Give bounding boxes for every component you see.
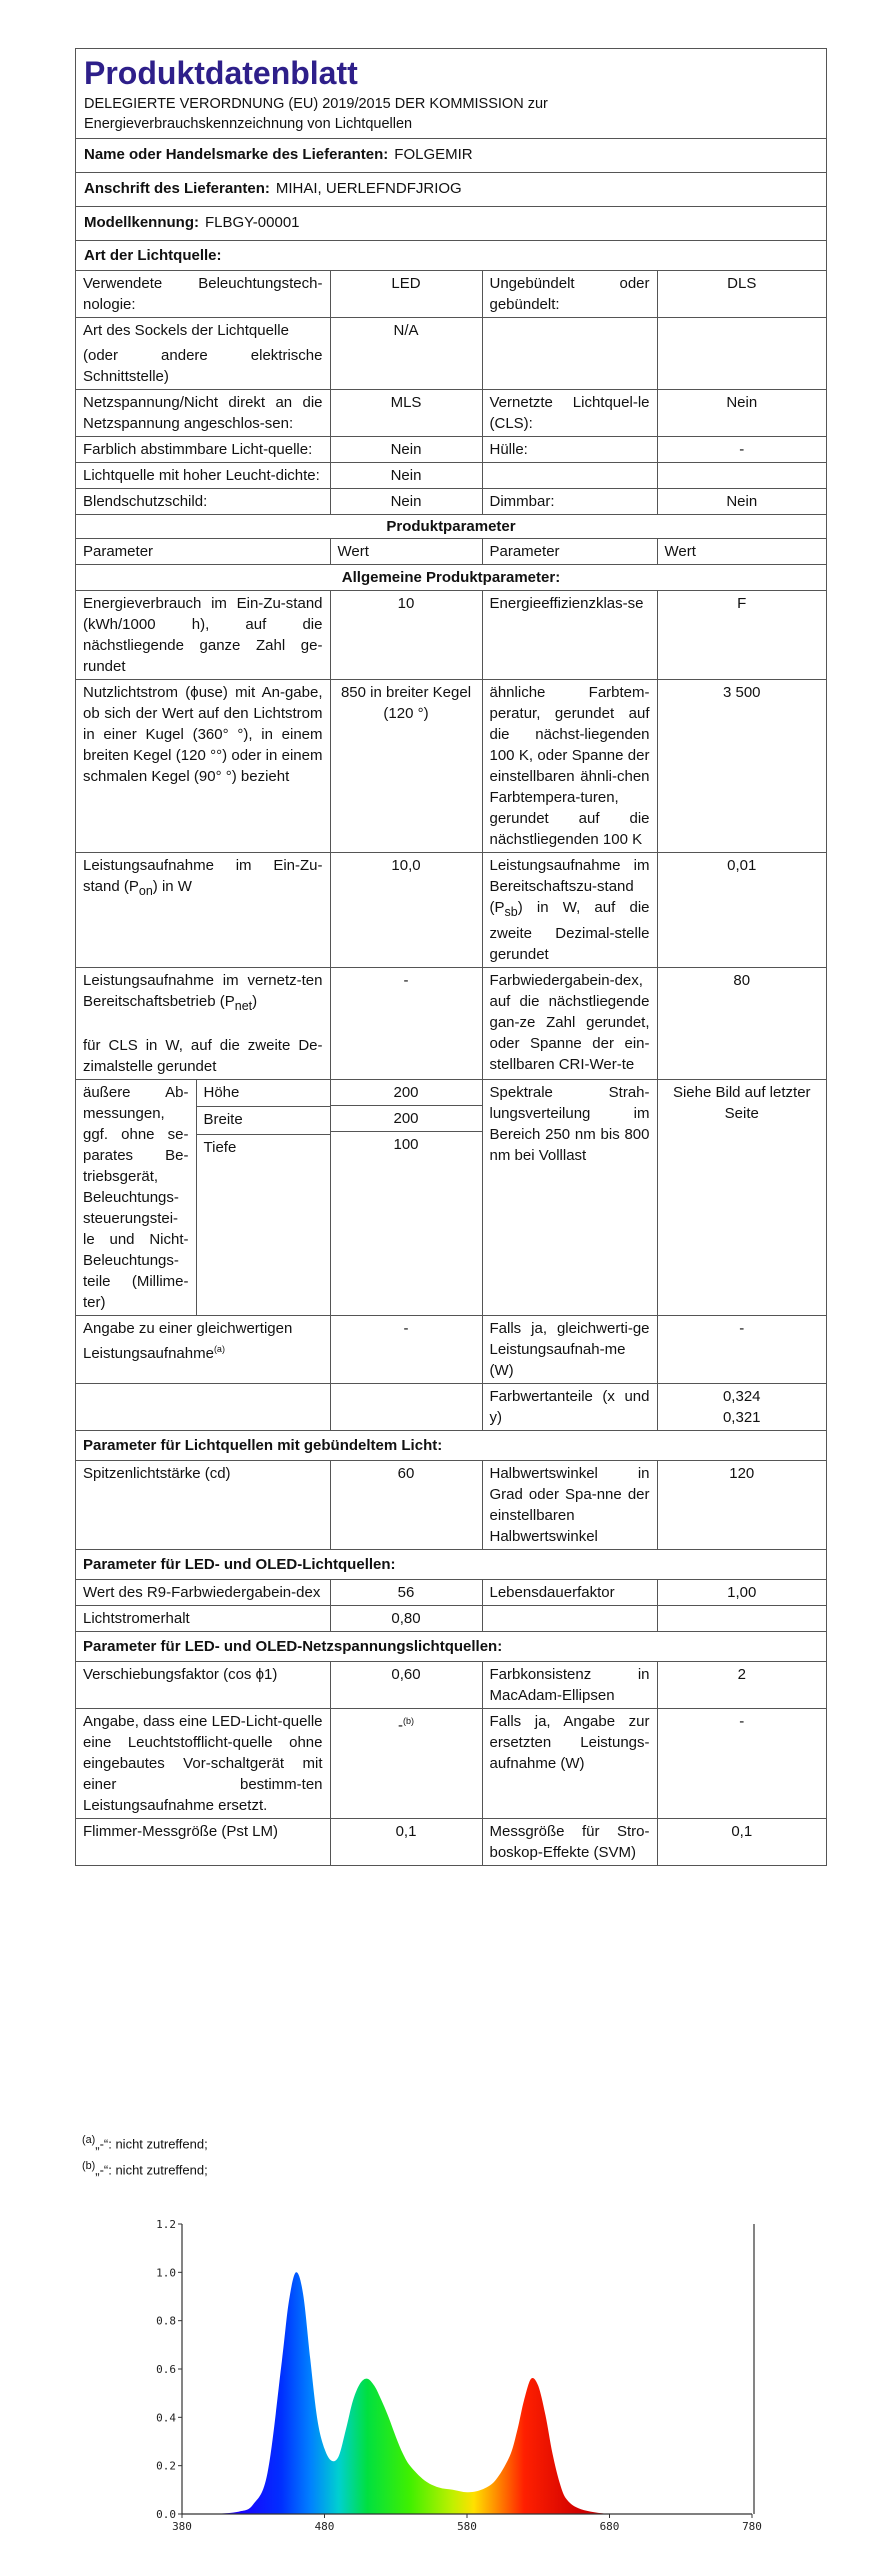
cap-label-line-1: Art des Sockels der Lichtquelle — [83, 322, 289, 339]
replacement-power-value: - — [657, 1709, 826, 1819]
column-header-value: Wert — [657, 539, 826, 565]
table-row — [76, 1662, 826, 1709]
supplier-name-value: FOLGEMIR — [394, 146, 473, 163]
table-row — [76, 1606, 826, 1632]
empty-cell — [657, 463, 826, 489]
product-params-table — [76, 539, 826, 1865]
width-value: 200 — [331, 1106, 482, 1132]
y-tick-label: 1.0 — [156, 2266, 176, 2280]
light-source-table — [76, 271, 826, 515]
table-row — [76, 1580, 826, 1606]
y-tick-label: 1.2 — [156, 2218, 176, 2231]
led-section: Parameter für LED- und OLED-Lichtquellen: — [76, 1550, 826, 1580]
lumen-maintenance-value: 0,80 — [330, 1606, 482, 1632]
tunable-label: Farblich abstimmbare Licht-quelle: — [76, 437, 330, 463]
table-row — [76, 271, 826, 318]
table-row — [76, 591, 826, 680]
table-row — [76, 1384, 826, 1431]
table-row — [76, 390, 826, 437]
table-row — [76, 1819, 826, 1866]
footnote-b-text: „-“: nicht zutreffend; — [95, 2162, 208, 2178]
x-tick-label: 680 — [599, 2520, 620, 2533]
height-label: Höhe — [196, 1080, 330, 1107]
chromaticity-x: 0,324 — [722, 1388, 761, 1405]
dimmable-label: Dimmbar: — [482, 489, 657, 515]
peak-intensity-label: Spitzenlichtstärke (cd) — [76, 1461, 330, 1550]
directional-section: Parameter für Lichtquellen mit gebündeltem Licht: — [76, 1431, 826, 1461]
equivalent-power-value: - — [330, 1316, 482, 1384]
equivalent-watt-value: - — [657, 1316, 826, 1384]
spectral-distribution-chart — [150, 2218, 790, 2538]
supplier-address-value: MIHAI, UERLEFNDFJRIOG — [275, 180, 462, 197]
replacement-label: Angabe, dass eine LED-Licht-quelle eine Leuchtstofflicht-quelle ohne eingebautes Vor-schaltgerät mit einer bestimm-ten Leistungsaufnahme ersetzt. — [76, 1709, 330, 1819]
pnet-label — [76, 968, 330, 1080]
subtitle-line-1: DELEGIERTE VERORDNUNG (EU) 2019/2015 DER KOMMISSION zur — [84, 96, 548, 112]
survival-label: Lebensdauerfaktor — [482, 1580, 657, 1606]
table-row — [76, 968, 826, 1080]
svm-value: 0,1 — [731, 1823, 753, 1840]
empty-cell — [330, 1384, 482, 1431]
footnote-a-mark: (a) — [82, 2134, 96, 2146]
footnote-b-ref: (b) — [403, 1716, 414, 1726]
pnet-label-close: ) — [252, 993, 258, 1010]
general-params-section: Allgemeine Produktparameter: — [76, 565, 826, 591]
footnote-a-ref: (a) — [213, 1344, 225, 1354]
pon-label-text: Leistungsaufnahme im Ein-Zu-stand (P — [83, 857, 323, 895]
regulation-subtitle — [76, 94, 826, 138]
column-header-parameter: Parameter — [76, 539, 330, 565]
table-row — [76, 437, 826, 463]
replacement-power-label: Falls ja, Angabe zur ersetzten Leistungs-aufnahme (W) — [482, 1709, 657, 1819]
psb-label — [482, 853, 657, 968]
r9-label: Wert des R9-Farbwiedergabein-dex — [76, 1580, 330, 1606]
height-value: 200 — [331, 1080, 482, 1106]
cap-label — [76, 318, 330, 390]
x-tick-label: 580 — [457, 2520, 477, 2533]
supplier-name-row — [76, 139, 826, 173]
table-row — [76, 318, 826, 390]
connected-label: Vernetzte Lichtquel-le (CLS): — [482, 390, 657, 437]
chromaticity-label: Farbwertanteile (x und y) — [482, 1384, 657, 1431]
footnotes — [82, 2129, 208, 2182]
y-tick-label: 0.8 — [156, 2314, 176, 2328]
table-row — [76, 565, 826, 591]
dimmable-value: Nein — [657, 489, 826, 515]
supplier-address-row — [76, 173, 826, 207]
replacement-value — [330, 1709, 482, 1819]
mains-label: Netzspannung/Nicht direkt an die Netzspannung angeschlos-sen: — [76, 390, 330, 437]
psb-label-unit: ) in W, auf die zweite Dezimal-stelle gerundet — [489, 899, 650, 963]
table-row — [76, 1632, 826, 1662]
lumen-maintenance-label: Lichtstromerhalt — [76, 1606, 330, 1632]
depth-value: 100 — [393, 1136, 419, 1153]
cct-label: ähnliche Farbtem-peratur, gerundet auf die nächst-liegenden 100 K, oder Spanne der einstellbaren ähnli-chen Farbtempera-turen, gerundet auf die nächstliegenden 100 K — [482, 680, 657, 853]
empty-cell — [196, 1161, 330, 1315]
column-header-parameter: Parameter — [482, 539, 657, 565]
footnote-b-mark: (b) — [82, 2160, 96, 2173]
footnote-a — [82, 2129, 208, 2155]
psb-subscript: sb — [504, 905, 518, 919]
page-title: Produktdatenblatt — [84, 55, 358, 91]
directional-value: DLS — [657, 271, 826, 318]
macadam-label: Farbkonsistenz in MacAdam-Ellipsen — [482, 1662, 657, 1709]
eec-label: Energieeffizienzklas-se — [482, 591, 657, 680]
x-tick-label: 780 — [742, 2520, 762, 2533]
empty-cell — [657, 318, 826, 390]
high-luminance-label: Lichtquelle mit hoher Leucht-dichte: — [76, 463, 330, 489]
replacement-dash: - — [398, 1717, 403, 1734]
flicker-value: 0,1 — [330, 1819, 482, 1866]
glare-value: Nein — [330, 489, 482, 515]
chromaticity-y: 0,321 — [722, 1409, 761, 1426]
light-source-section: Art der Lichtquelle: — [76, 241, 826, 271]
empty-cell — [482, 463, 657, 489]
table-row — [76, 853, 826, 968]
power-factor-value: 0,60 — [330, 1662, 482, 1709]
eec-value: F — [657, 591, 826, 680]
spd-label: Spektrale Strah-lungsverteilung im Bereich 250 nm bis 800 nm bei Volllast — [482, 1080, 657, 1316]
glare-label: Blendschutzschild: — [76, 489, 330, 515]
table-row — [76, 1316, 826, 1384]
flux-label: Nutzlichtstrom (ϕuse) mit An-gabe, ob sich der Wert auf den Lichtstrom in einer Kugel (360° °), in einem breiten Kegel (120 °°) oder in einem schmalen Kegel (90° °) bezieht — [76, 680, 330, 853]
dimensions-values-cell — [330, 1080, 482, 1316]
beam-angle-value: 120 — [657, 1461, 826, 1550]
tunable-value: Nein — [330, 437, 482, 463]
pnet-label-text: Leistungsaufnahme im vernetz-ten Bereitschaftsbetrieb (P — [83, 972, 323, 1010]
cap-value: N/A — [330, 318, 482, 390]
supplier-name-label: Name oder Handelsmarke des Lieferanten: — [84, 146, 389, 163]
y-tick-label: 0.0 — [156, 2508, 176, 2521]
equivalent-power-label — [76, 1316, 330, 1384]
width-label: Breite — [196, 1107, 330, 1134]
dimensions-cell — [76, 1080, 330, 1316]
product-datasheet — [75, 48, 827, 1866]
cri-value: 80 — [657, 968, 826, 1080]
supplier-address-label: Anschrift des Lieferanten: — [84, 180, 270, 197]
x-tick-label: 380 — [172, 2520, 192, 2533]
y-tick-label: 0.4 — [156, 2411, 176, 2425]
footnote-b — [82, 2155, 208, 2181]
cct-value: 3 500 — [657, 680, 826, 853]
chromaticity-value — [657, 1384, 826, 1431]
svm-label: Messgröße für Stro-boskop-Effekte (SVM) — [482, 1819, 657, 1866]
y-tick-label: 0.2 — [156, 2459, 176, 2473]
beam-angle-label: Halbwertswinkel in Grad oder Spa-nne der einstellbaren Halbwertswinkel — [482, 1461, 657, 1550]
product-params-section: Produktparameter — [76, 515, 826, 539]
table-row — [76, 1461, 826, 1550]
empty-cell — [482, 318, 657, 390]
led-mains-section: Parameter für LED- und OLED-Netzspannungslichtquellen: — [76, 1632, 826, 1662]
dimensions-subtable — [76, 1080, 330, 1315]
pnet-subscript: net — [234, 999, 253, 1013]
pon-value: 10,0 — [330, 853, 482, 968]
table-row — [76, 1550, 826, 1580]
equivalent-watt-label: Falls ja, gleichwerti-ge Leistungsaufnah-me (W) — [482, 1316, 657, 1384]
x-tick-label: 480 — [314, 2520, 335, 2533]
spectrum-area — [182, 2272, 752, 2514]
pon-subscript: on — [138, 884, 153, 898]
energy-on-value: 10 — [330, 591, 482, 680]
energy-on-label: Energieverbrauch im Ein-Zu-stand (kWh/1000 h), auf die nächstliegende ganze Zahl ge-rundet — [76, 591, 330, 680]
macadam-value: 2 — [657, 1662, 826, 1709]
model-label: Modellkennung: — [84, 214, 199, 231]
footnote-a-text: „-“: nicht zutreffend; — [95, 2136, 208, 2152]
column-header-value: Wert — [330, 539, 482, 565]
cap-label-line-2: (oder andere elektrische Schnittstelle) — [83, 347, 323, 385]
pnet-value: - — [330, 968, 482, 1080]
tech-value: LED — [330, 271, 482, 318]
survival-value: 1,00 — [657, 1580, 826, 1606]
psb-label-text: Leistungsaufnahme im Bereitschaftszu-stand (P — [489, 857, 650, 916]
pon-label — [76, 853, 330, 968]
table-header-row — [76, 539, 826, 565]
equivalent-label-text: Angabe zu einer gleichwertigen Leistungsaufnahme — [83, 1320, 293, 1362]
dimensions-label: äußere Ab-messungen, ggf. ohne se-parates Be-triebsgerät, Beleuchtungs-steuerungstei-le und Nicht-Beleuchtungs-teile (Millime-ter) — [76, 1080, 196, 1315]
empty-cell — [76, 1384, 330, 1431]
connected-value: Nein — [657, 390, 826, 437]
tech-label: Verwendete Beleuchtungstech-nologie: — [76, 271, 330, 318]
table-row — [76, 463, 826, 489]
depth-label: Tiefe — [203, 1138, 237, 1156]
empty-cell — [657, 1606, 826, 1632]
pnet-label-cls: für CLS in W, auf die zweite De-zimalstelle gerundet — [83, 1037, 323, 1075]
cri-label: Farbwiedergabein-dex, auf die nächstliegende gan-ze Zahl gerundet, oder Spanne der ein-stellbaren CRI-Wer-te — [482, 968, 657, 1080]
flux-value: 850 in breiter Kegel (120 °) — [330, 680, 482, 853]
datasheet-header — [76, 49, 826, 139]
r9-value: 56 — [330, 1580, 482, 1606]
y-tick-label: 0.6 — [156, 2363, 176, 2376]
empty-cell — [482, 1606, 657, 1632]
subtitle-line-2: Energieverbrauchskennzeichnung von Lichtquellen — [84, 116, 413, 132]
table-row — [76, 489, 826, 515]
power-factor-label: Verschiebungsfaktor (cos ϕ1) — [76, 1662, 330, 1709]
envelope-value: - — [657, 437, 826, 463]
table-row — [76, 1709, 826, 1819]
peak-intensity-value: 60 — [330, 1461, 482, 1550]
psb-value: 0,01 — [657, 853, 826, 968]
table-row — [76, 680, 826, 853]
directional-label: Ungebündelt oder gebündelt: — [482, 271, 657, 318]
flicker-label: Flimmer-Messgröße (Pst LM) — [76, 1819, 330, 1866]
envelope-label: Hülle: — [482, 437, 657, 463]
high-luminance-value: Nein — [330, 463, 482, 489]
pon-label-unit: ) in W — [152, 878, 192, 895]
table-row — [76, 1080, 826, 1316]
mains-value: MLS — [330, 390, 482, 437]
spd-value: Siehe Bild auf letzter Seite — [657, 1080, 826, 1316]
model-row — [76, 207, 826, 241]
model-value: FLBGY-00001 — [205, 214, 300, 231]
table-row — [76, 1431, 826, 1461]
